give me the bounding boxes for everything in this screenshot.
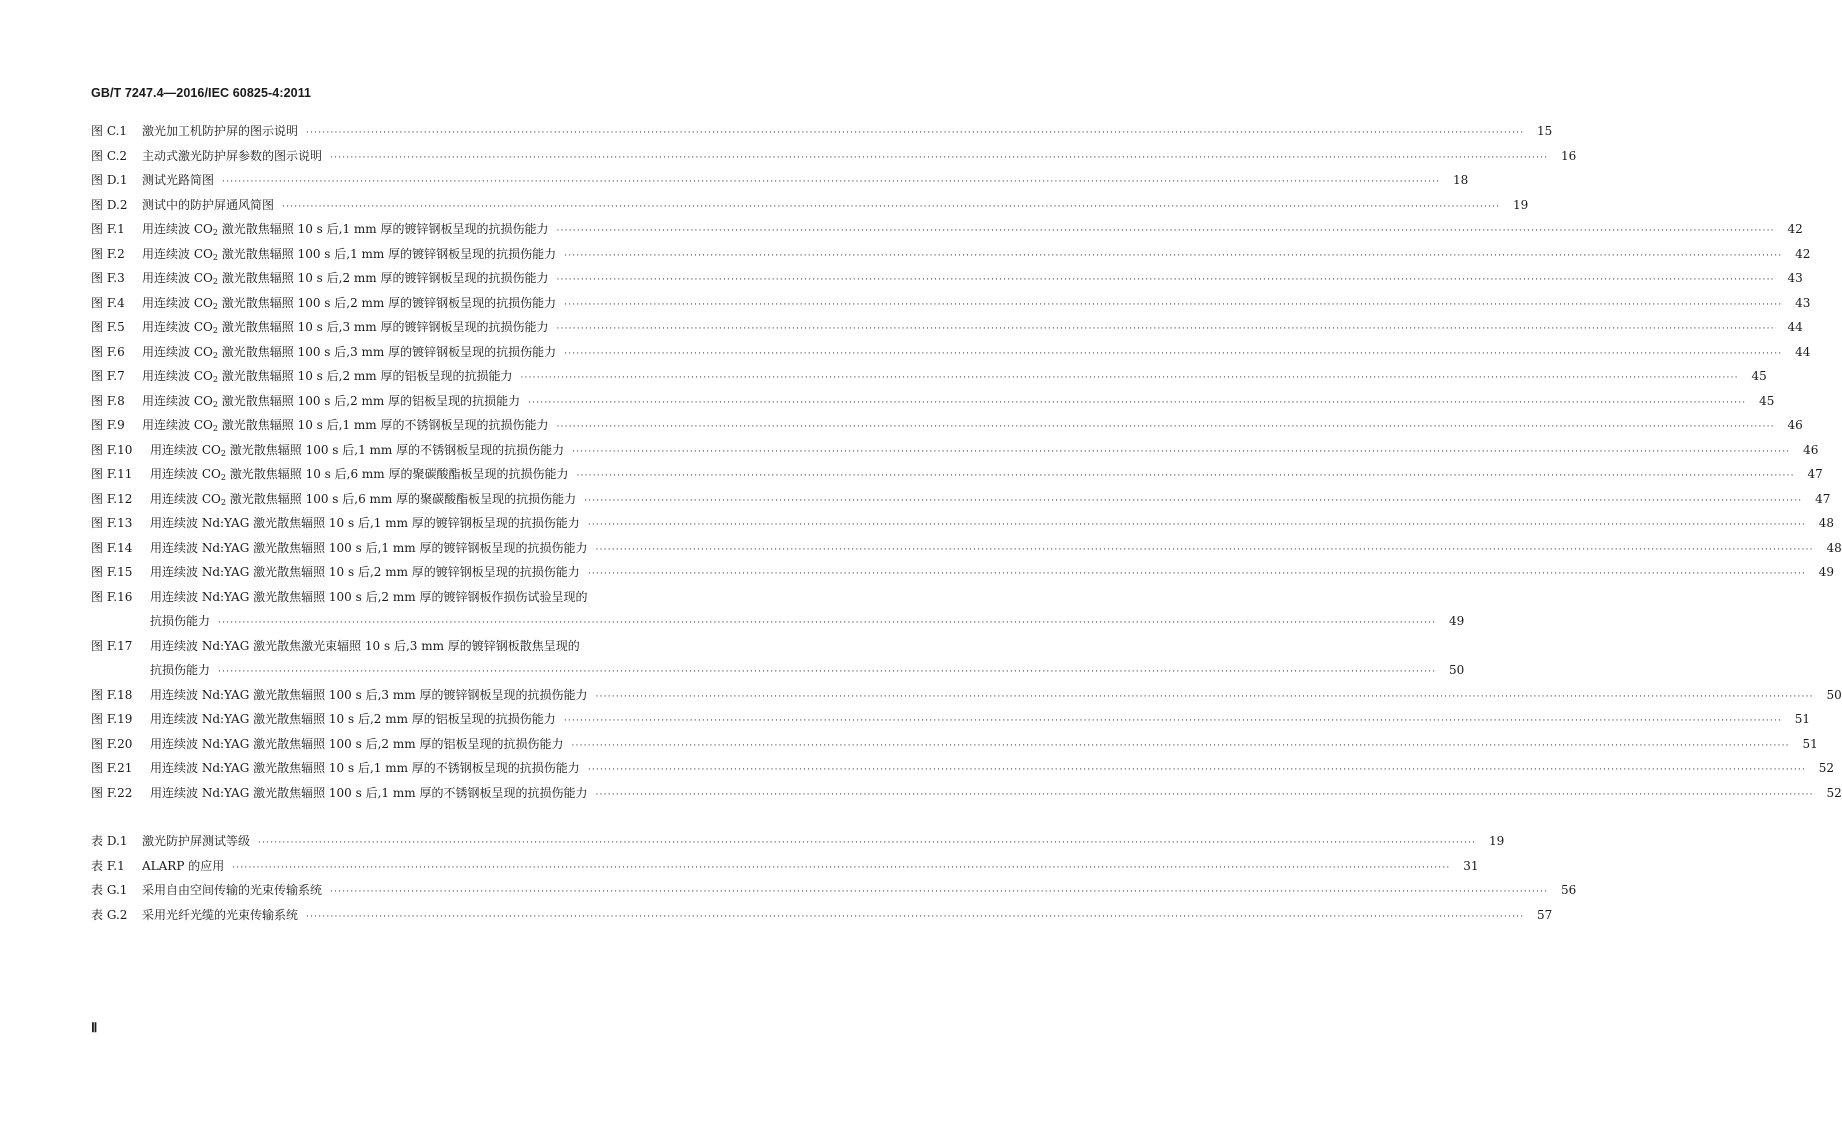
entry-title-part: 用连续波 CO <box>150 442 221 457</box>
entry-title-part: 激光散焦辐照 100 s 后,1 mm 厚的不锈钢板呈现的抗损伤能力 <box>225 442 565 457</box>
dot-leader: ············································································································································································································································································································ <box>556 324 1775 334</box>
entry-page: 16 <box>1561 148 1577 163</box>
entry-number: 图 F.14 <box>91 540 133 555</box>
entry-title <box>150 462 568 487</box>
dot-leader: ············································································································································································································································································································ <box>587 520 1807 530</box>
co2-subscript: 2 <box>212 301 218 311</box>
figure-entry[interactable] <box>91 315 1803 340</box>
entry-number: 图 F.3 <box>91 271 125 285</box>
dot-leader: ············································································································································································································································································································ <box>330 887 1549 897</box>
entry-title: 测试中的防护屏通风简图 <box>142 197 275 212</box>
figure-entry[interactable] <box>91 462 1823 487</box>
figure-entry[interactable] <box>91 536 1842 561</box>
entry-title: 用连续波 Nd:YAG 激光散焦辐照 100 s 后,1 mm 厚的不锈钢板呈现的抗损伤能力 <box>150 785 588 800</box>
entry-number: 图 C.2 <box>91 148 128 163</box>
dot-leader: ············································································································································································································································································································ <box>218 667 1437 677</box>
entry-number: 图 F.7 <box>91 369 125 383</box>
figure-entry[interactable] <box>91 683 1842 708</box>
entry-title: 用连续波 Nd:YAG 激光散焦辐照 100 s 后,2 mm 厚的铝板呈现的抗损伤能力 <box>150 736 564 751</box>
entry-page: 19 <box>1489 834 1505 848</box>
entry-number: 图 F.9 <box>91 418 125 432</box>
dot-leader: ············································································································································································································································································································ <box>572 446 1791 457</box>
entry-title: 用连续波 Nd:YAG 激光散焦辐照 10 s 后,2 mm 厚的镀锌钢板呈现的抗损伤能力 <box>150 565 580 579</box>
entry-number: 图 F.6 <box>91 344 125 359</box>
dot-leader: ············································································································································································································································································································ <box>595 789 1814 800</box>
entry-title-part: 激光散焦辐照 10 s 后,2 mm 厚的铝板呈现的抗损能力 <box>217 369 513 383</box>
entry-title-part: 用连续波 CO <box>150 491 221 506</box>
figure-entry-continuation[interactable] <box>91 609 1465 634</box>
entry-title-part: 激光散焦辐照 10 s 后,1 mm 厚的不锈钢板呈现的抗损伤能力 <box>217 418 549 432</box>
entry-number: 图 F.21 <box>91 761 133 775</box>
entry-page: 51 <box>1802 736 1818 751</box>
dot-leader: ············································································································································································································································································································ <box>258 838 1477 848</box>
page-number: Ⅱ <box>91 1020 98 1035</box>
figure-entry[interactable] <box>91 413 1803 438</box>
entry-page: 51 <box>1794 712 1811 726</box>
entry-title <box>142 364 512 389</box>
entry-page: 46 <box>1787 418 1803 432</box>
entry-page: 52 <box>1818 761 1835 775</box>
co2-subscript: 2 <box>212 399 218 409</box>
figure-entry[interactable] <box>91 242 1811 267</box>
co2-subscript: 2 <box>220 473 226 482</box>
entry-title: 激光加工机防护屏的图示说明 <box>142 124 299 138</box>
entry-number: 图 F.16 <box>91 589 133 604</box>
dot-leader: ············································································································································································································································································································ <box>306 128 1525 138</box>
entry-page: 43 <box>1787 271 1803 285</box>
entry-title-part: 用连续波 CO <box>142 369 213 383</box>
figure-entry[interactable] <box>91 487 1831 512</box>
figure-entry-continuation[interactable] <box>91 658 1465 683</box>
entry-number: 图 F.17 <box>91 638 133 653</box>
dot-leader: ············································································································································································································································································································ <box>330 152 1549 163</box>
figure-entry[interactable] <box>91 585 705 610</box>
entry-page: 18 <box>1453 173 1469 187</box>
entry-title: 采用光纤光缆的光束传输系统 <box>142 907 299 922</box>
entry-title: 用连续波 Nd:YAG 激光散焦辐照 100 s 后,2 mm 厚的镀锌钢板作损伤试验呈现的 <box>150 589 588 604</box>
dot-leader: ············································································································································································································································································································ <box>520 373 1739 383</box>
figure-entry[interactable] <box>91 217 1803 242</box>
dot-leader: ············································································································································································································································································································ <box>556 275 1775 285</box>
figure-entry[interactable] <box>91 266 1803 291</box>
figure-entry[interactable] <box>91 438 1819 463</box>
figure-entry[interactable] <box>91 781 1842 806</box>
entry-title-part: 激光散焦辐照 10 s 后,2 mm 厚的镀锌钢板呈现的抗损伤能力 <box>217 271 549 285</box>
figure-entry[interactable] <box>91 364 1767 389</box>
entry-number: 图 F.2 <box>91 246 125 261</box>
dot-leader: ············································································································································································································································································································ <box>306 911 1525 922</box>
entry-page: 52 <box>1826 785 1842 800</box>
entry-title-part: 激光散焦辐照 10 s 后,6 mm 厚的聚碳酸酯板呈现的抗损伤能力 <box>225 467 569 481</box>
figure-entry[interactable] <box>91 389 1775 414</box>
co2-subscript: 2 <box>220 448 226 458</box>
entry-title-part: 用连续波 CO <box>142 320 213 334</box>
dot-leader: ············································································································································································································································································································ <box>556 226 1775 236</box>
entry-title-part: 用连续波 CO <box>142 393 213 408</box>
entry-number: 表 D.1 <box>91 834 128 848</box>
entry-number: 图 F.15 <box>91 565 133 579</box>
entry-number: 图 F.10 <box>91 442 133 457</box>
entry-title: 用连续波 Nd:YAG 激光散焦辐照 100 s 后,1 mm 厚的镀锌钢板呈现的抗损伤能力 <box>150 540 588 555</box>
entry-title-part: 激光散焦辐照 10 s 后,3 mm 厚的镀锌钢板呈现的抗损伤能力 <box>217 320 549 334</box>
entry-title-part: 用连续波 CO <box>142 295 213 310</box>
figure-entry[interactable] <box>91 560 1835 585</box>
entry-title-part: 激光散焦辐照 10 s 后,1 mm 厚的镀锌钢板呈现的抗损伤能力 <box>217 222 549 236</box>
entry-title-part: 用连续波 CO <box>142 344 213 359</box>
entry-title: ALARP 的应用 <box>142 858 225 873</box>
entry-page: 46 <box>1803 442 1819 457</box>
figure-entry[interactable] <box>91 511 1835 536</box>
entry-page: 31 <box>1463 858 1479 873</box>
dot-leader: ············································································································································································································································································································ <box>564 348 1783 359</box>
entry-title <box>142 340 556 365</box>
entry-title <box>142 315 548 340</box>
entry-title-part: 激光散焦辐照 100 s 后,3 mm 厚的镀锌钢板呈现的抗损伤能力 <box>217 344 557 359</box>
figure-list <box>91 119 1842 805</box>
entry-title: 用连续波 Nd:YAG 激光散焦辐照 10 s 后,2 mm 厚的铝板呈现的抗损伤能力 <box>150 712 556 726</box>
figure-entry[interactable] <box>91 119 1553 144</box>
entry-title <box>142 266 548 291</box>
entry-title-part: 用连续波 CO <box>142 418 213 432</box>
entry-page: 45 <box>1751 369 1767 383</box>
table-list <box>91 829 1577 927</box>
toc-list <box>91 119 1842 927</box>
dot-leader: ············································································································································································································································································································ <box>584 495 1803 506</box>
entry-title-part: 激光散焦辐照 100 s 后,6 mm 厚的聚碳酸酯板呈现的抗损伤能力 <box>225 491 577 506</box>
entry-page: 50 <box>1449 663 1465 677</box>
co2-subscript: 2 <box>212 350 218 360</box>
entry-number: 表 G.2 <box>91 907 128 922</box>
entry-page: 42 <box>1795 246 1811 261</box>
dot-leader: ············································································································································································································································································································ <box>576 471 1795 481</box>
table-entry[interactable] <box>91 854 1479 879</box>
entry-title <box>142 242 556 267</box>
entry-page: 49 <box>1818 565 1835 579</box>
dot-leader: ············································································································································································································································································································ <box>528 397 1747 408</box>
table-entry[interactable] <box>91 878 1577 903</box>
entry-title-continued: 抗损伤能力 <box>150 663 211 677</box>
entry-page: 19 <box>1513 197 1529 212</box>
entry-title: 采用自由空间传输的光束传输系统 <box>142 883 323 897</box>
entry-page: 47 <box>1815 491 1831 506</box>
dot-leader: ············································································································································································································································································································ <box>563 716 1783 726</box>
co2-subscript: 2 <box>212 277 218 286</box>
entry-number: 图 F.8 <box>91 393 125 408</box>
entry-page: 48 <box>1826 540 1842 555</box>
co2-subscript: 2 <box>212 228 218 237</box>
entry-number: 表 G.1 <box>91 883 128 897</box>
entry-page: 42 <box>1787 222 1803 236</box>
entry-title: 用连续波 Nd:YAG 激光散焦激光束辐照 10 s 后,3 mm 厚的镀锌钢板散焦呈现的 <box>150 638 580 653</box>
figure-entry[interactable] <box>91 144 1577 169</box>
entry-number: 图 D.2 <box>91 197 128 212</box>
dot-leader: ············································································································································································································································································································ <box>222 177 1441 187</box>
co2-subscript: 2 <box>212 375 218 384</box>
table-entry[interactable] <box>91 903 1553 928</box>
entry-page: 47 <box>1807 467 1823 481</box>
dot-leader: ············································································································································································································································································································ <box>282 201 1501 212</box>
entry-number: 图 F.11 <box>91 467 133 481</box>
entry-number: 图 F.20 <box>91 736 133 751</box>
entry-title-part: 用连续波 CO <box>150 467 221 481</box>
entry-number: 图 F.13 <box>91 516 133 530</box>
dot-leader: ············································································································································································································································································································ <box>564 299 1783 310</box>
entry-number: 图 D.1 <box>91 173 128 187</box>
entry-page: 15 <box>1537 124 1553 138</box>
entry-page: 50 <box>1826 687 1842 702</box>
entry-title <box>142 413 548 438</box>
co2-subscript: 2 <box>212 252 218 262</box>
entry-number: 图 F.12 <box>91 491 133 506</box>
dot-leader: ············································································································································································································································································································ <box>595 544 1814 555</box>
entry-number: 图 F.1 <box>91 222 125 236</box>
entry-title-part: 用连续波 CO <box>142 271 213 285</box>
entry-page: 57 <box>1537 907 1553 922</box>
dot-leader: ············································································································································································································································································································ <box>587 569 1807 579</box>
entry-title <box>142 389 520 414</box>
entry-page: 45 <box>1759 393 1775 408</box>
entry-title <box>150 438 564 463</box>
entry-number: 图 C.1 <box>91 124 128 138</box>
dot-leader: ············································································································································································································································································································ <box>571 740 1790 751</box>
entry-title-continued: 抗损伤能力 <box>150 614 211 628</box>
entry-title <box>142 291 556 316</box>
entry-page: 56 <box>1561 883 1577 897</box>
entry-title-part: 激光散焦辐照 100 s 后,1 mm 厚的镀锌钢板呈现的抗损伤能力 <box>217 246 557 261</box>
entry-title <box>150 487 576 512</box>
entry-title-part: 用连续波 CO <box>142 246 213 261</box>
entry-title: 用连续波 Nd:YAG 激光散焦辐照 10 s 后,1 mm 厚的镀锌钢板呈现的抗损伤能力 <box>150 516 580 530</box>
entry-title: 激光防护屏测试等级 <box>142 834 251 848</box>
entry-page: 44 <box>1787 320 1803 334</box>
table-entry[interactable] <box>91 829 1505 854</box>
figure-entry[interactable] <box>91 732 1818 757</box>
section-gap <box>91 805 705 829</box>
entry-page: 49 <box>1449 614 1465 628</box>
figure-entry[interactable] <box>91 340 1811 365</box>
entry-number: 图 F.4 <box>91 295 125 310</box>
entry-title-part: 用连续波 CO <box>142 222 213 236</box>
figure-entry[interactable] <box>91 291 1811 316</box>
co2-subscript: 2 <box>212 424 218 433</box>
figure-entry[interactable] <box>91 634 705 659</box>
entry-number: 图 F.18 <box>91 687 133 702</box>
entry-number: 图 F.22 <box>91 785 133 800</box>
entry-number: 图 F.5 <box>91 320 125 334</box>
figure-entry[interactable] <box>91 707 1811 732</box>
figure-entry[interactable] <box>91 193 1529 218</box>
entry-number: 表 F.1 <box>91 858 125 873</box>
entry-title: 用连续波 Nd:YAG 激光散焦辐照 100 s 后,3 mm 厚的镀锌钢板呈现的抗损伤能力 <box>150 687 588 702</box>
entry-title-part: 激光散焦辐照 100 s 后,2 mm 厚的镀锌钢板呈现的抗损伤能力 <box>217 295 557 310</box>
co2-subscript: 2 <box>212 326 218 335</box>
figure-entry[interactable] <box>91 756 1835 781</box>
dot-leader: ············································································································································································································································································································ <box>218 618 1437 628</box>
figure-entry[interactable] <box>91 168 1469 193</box>
dot-leader: ············································································································································································································································································································ <box>232 862 1451 873</box>
entry-title: 主动式激光防护屏参数的图示说明 <box>142 148 323 163</box>
entry-page: 48 <box>1818 516 1835 530</box>
entry-number: 图 F.19 <box>91 712 133 726</box>
entry-title: 测试光路简图 <box>142 173 215 187</box>
dot-leader: ············································································································································································································································································································ <box>587 765 1807 775</box>
dot-leader: ············································································································································································································································································································ <box>556 422 1775 432</box>
document-header: GB/T 7247.4—2016/IEC 60825-4:2011 <box>91 86 312 100</box>
co2-subscript: 2 <box>220 497 226 507</box>
dot-leader: ············································································································································································································································································································ <box>564 250 1783 261</box>
entry-title: 用连续波 Nd:YAG 激光散焦辐照 10 s 后,1 mm 厚的不锈钢板呈现的抗损伤能力 <box>150 761 580 775</box>
entry-page: 44 <box>1795 344 1811 359</box>
entry-title-part: 激光散焦辐照 100 s 后,2 mm 厚的铝板呈现的抗损能力 <box>217 393 521 408</box>
dot-leader: ············································································································································································································································································································ <box>595 691 1814 702</box>
entry-page: 43 <box>1795 295 1811 310</box>
entry-title <box>142 217 548 242</box>
